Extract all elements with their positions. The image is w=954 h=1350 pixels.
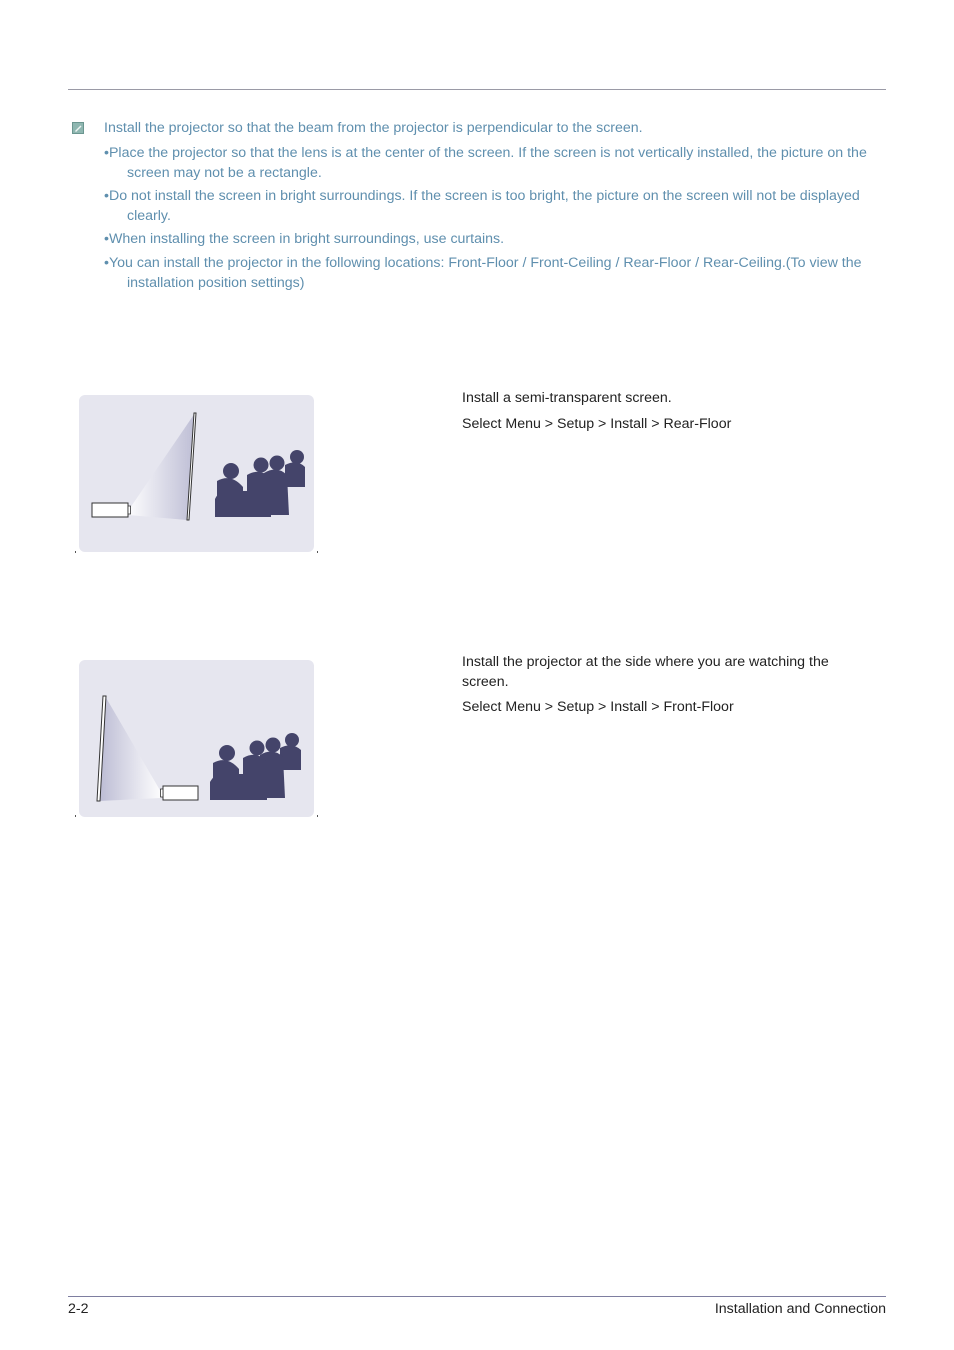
projection-beam bbox=[99, 696, 161, 801]
figure-corner-mark bbox=[75, 815, 76, 817]
note-icon bbox=[72, 122, 84, 134]
rear-floor-line-2: Select Menu > Setup > Install > Rear-Floor bbox=[462, 416, 732, 432]
front-floor-line-1: Install the projector at the side where you are watching the screen. bbox=[462, 654, 829, 690]
front-floor-illustration bbox=[79, 660, 314, 817]
front-floor-line-2: Select Menu > Setup > Install > Front-Floor bbox=[462, 699, 734, 715]
projector-lens bbox=[161, 789, 164, 797]
rear-floor-illustration bbox=[79, 395, 314, 552]
projector-body bbox=[163, 786, 198, 800]
projector-lens bbox=[128, 506, 131, 514]
footer-rule bbox=[68, 1296, 886, 1297]
rear-floor-line-1: Install a semi-transparent screen. bbox=[462, 390, 672, 406]
projection-beam bbox=[128, 413, 195, 520]
figure-corner-mark bbox=[317, 815, 318, 817]
note-bullet-2: •Do not install the screen in bright surroundings. If the screen is too bright, the picture on the screen will not be displayed clearly. bbox=[104, 188, 860, 224]
note-bullet-1: •Place the projector so that the lens is at the center of the screen. If the screen is not vertically installed, the picture on the screen may not be a rectangle. bbox=[104, 145, 867, 181]
projector-body bbox=[92, 503, 128, 517]
audience-silhouettes bbox=[215, 450, 305, 517]
page-number: 2-2 bbox=[68, 1301, 89, 1317]
figure-corner-mark bbox=[75, 551, 76, 553]
note-main: Install the projector so that the beam from the projector is perpendicular to the screen. bbox=[104, 120, 643, 136]
figure-corner-mark bbox=[317, 551, 318, 553]
note-bullet-3: •When installing the screen in bright surroundings, use curtains. bbox=[104, 231, 505, 247]
chapter-title: Installation and Connection bbox=[714, 1301, 886, 1317]
note-bullet-4: •You can install the projector in the following locations: Front-Floor / Front-Ceiling / Rear-Floor / Rear-Ceiling.(To view the installation position settings) bbox=[104, 255, 862, 291]
audience-silhouettes bbox=[210, 733, 301, 800]
header-rule bbox=[68, 89, 886, 90]
